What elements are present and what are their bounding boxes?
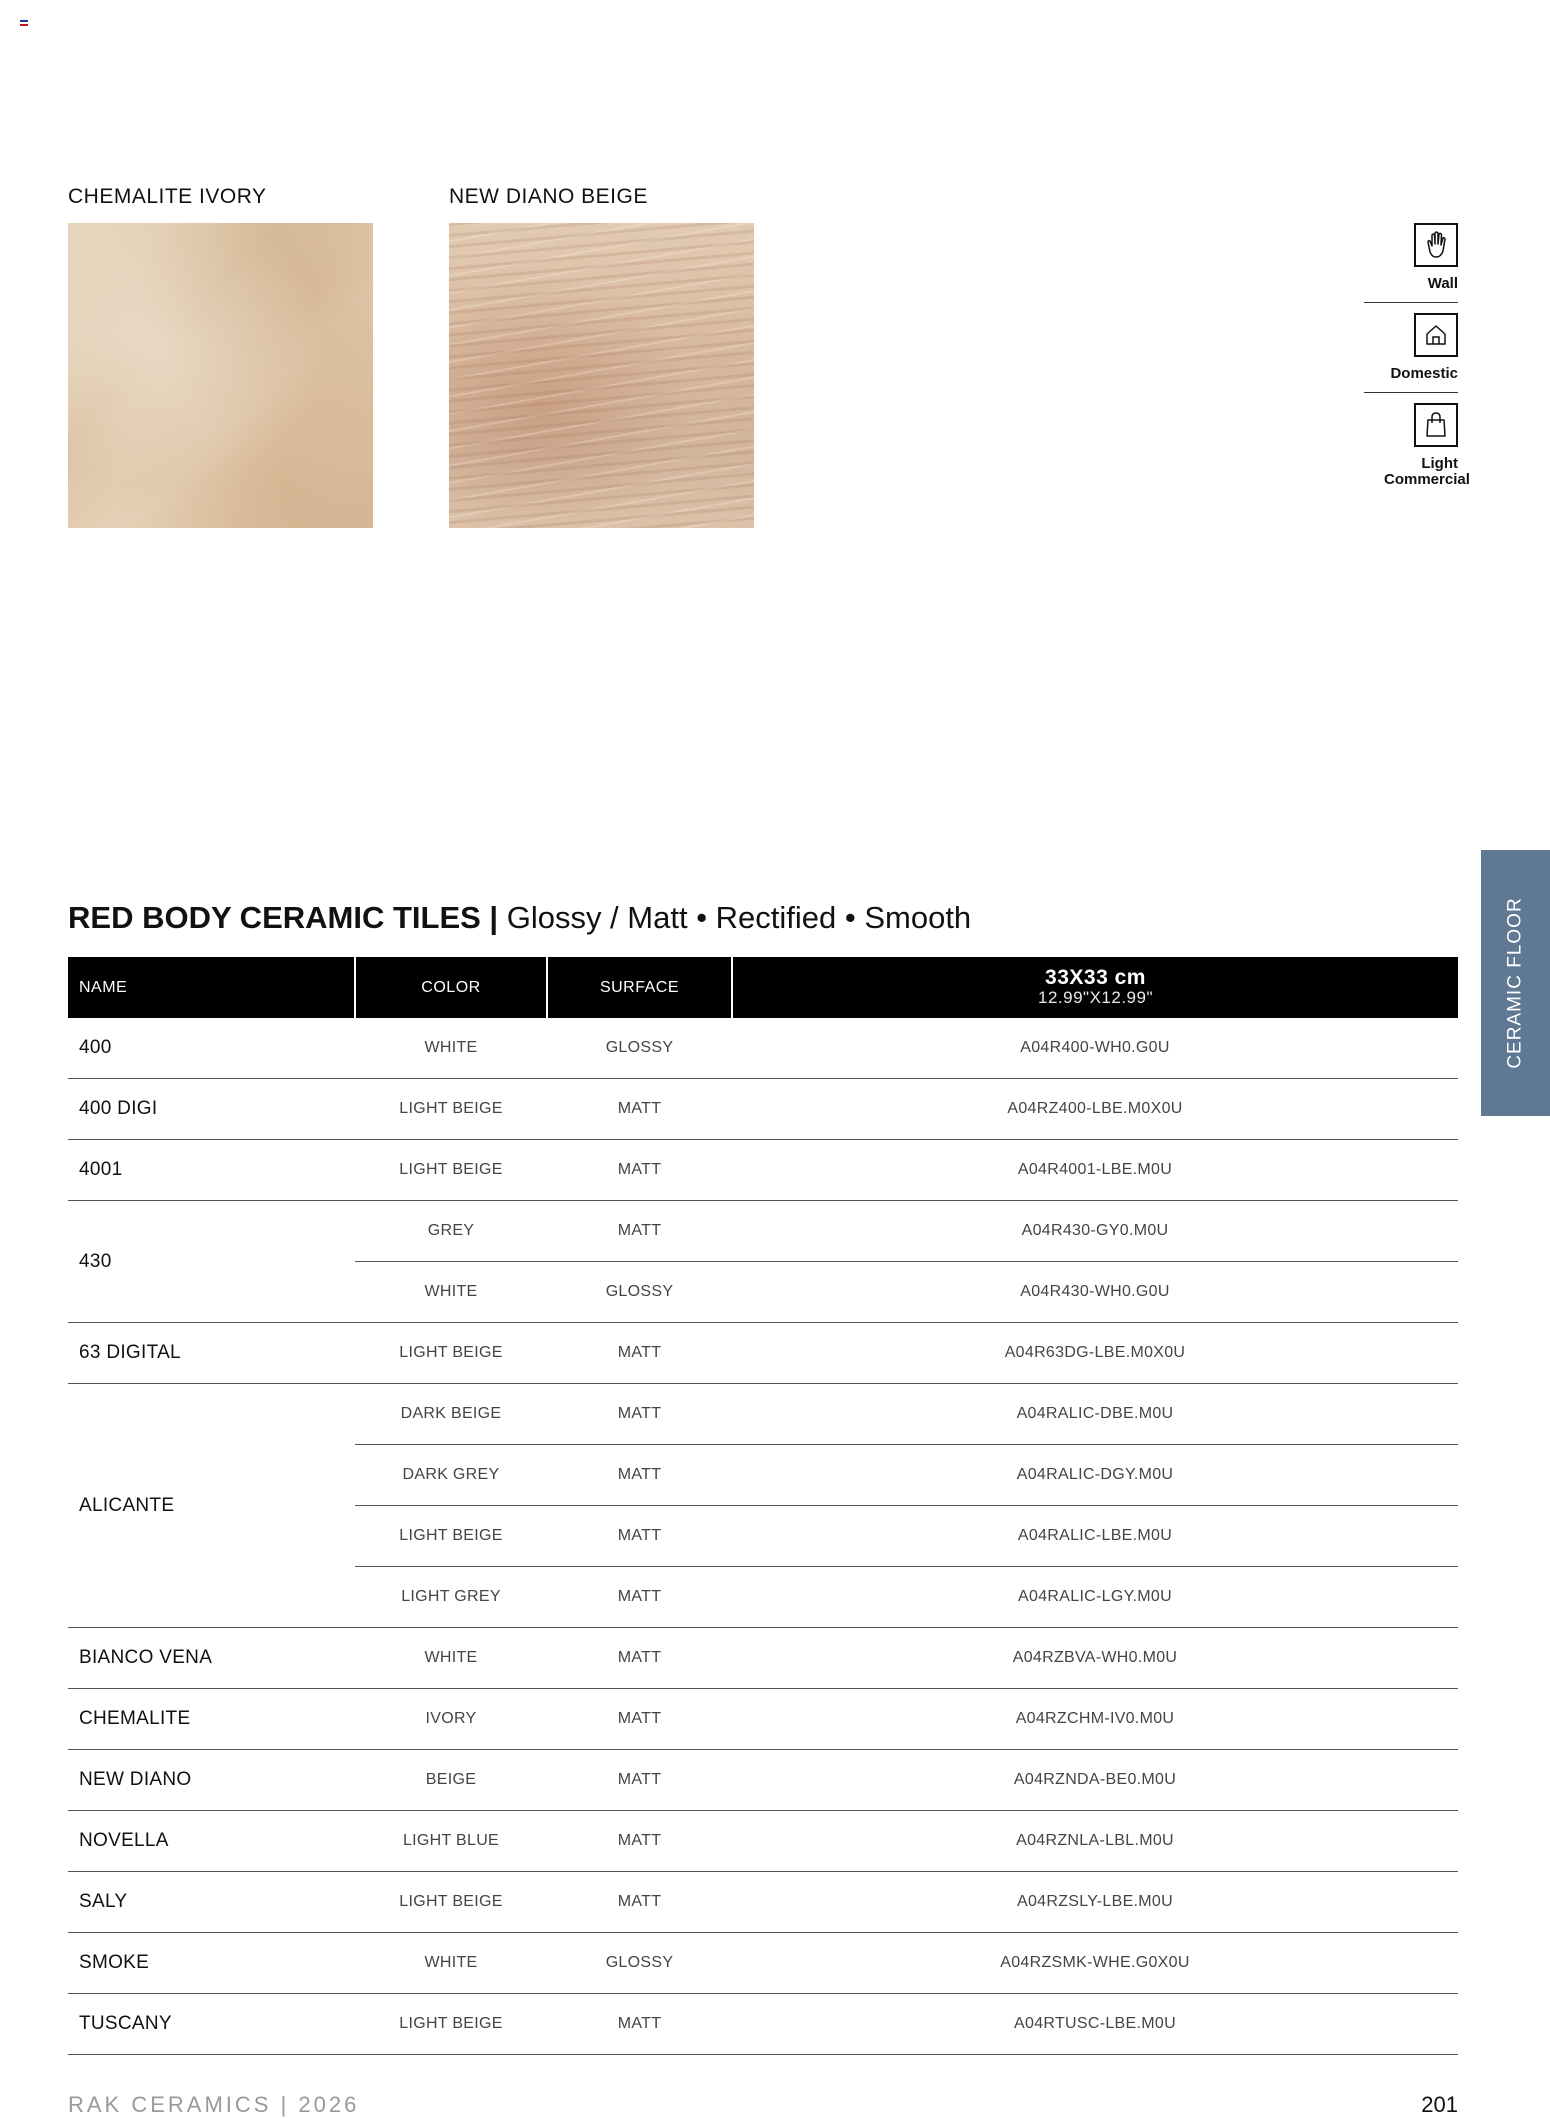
tile-label-chemalite-ivory: CHEMALITE IVORY: [68, 185, 267, 208]
cell-surface: MATT: [547, 1079, 732, 1140]
shopping-bag-icon: [1414, 403, 1458, 447]
section-title-rest: Glossy / Matt • Rectified • Smooth: [498, 900, 972, 935]
header-surface: SURFACE: [547, 957, 732, 1018]
header-size-metric: 33X33 cm: [1045, 965, 1146, 989]
cell-color: LIGHT BLUE: [355, 1811, 547, 1872]
usage-label-wall: Wall: [1427, 275, 1458, 292]
cell-color: WHITE: [355, 1262, 547, 1323]
table-row: [68, 1994, 1458, 2055]
cell-surface: MATT: [547, 1567, 732, 1628]
section-title: [68, 900, 971, 936]
cell-color: LIGHT BEIGE: [355, 1323, 547, 1384]
usage-label-light-commercial: Light Commercial: [1384, 455, 1470, 488]
cell-name: 400: [68, 1018, 355, 1079]
cell-surface: GLOSSY: [547, 1018, 732, 1079]
cell-code: A04RALIC-DGY.M0U: [732, 1445, 1458, 1506]
cell-color: LIGHT BEIGE: [355, 1994, 547, 2055]
cell-code: A04RTUSC-LBE.M0U: [732, 1994, 1458, 2055]
cell-code: A04RZSLY-LBE.M0U: [732, 1872, 1458, 1933]
cell-name: 400 DIGI: [68, 1079, 355, 1140]
cell-color: BEIGE: [355, 1750, 547, 1811]
cell-surface: MATT: [547, 1384, 732, 1445]
cell-color: LIGHT BEIGE: [355, 1140, 547, 1201]
usage-domestic: [1364, 313, 1458, 393]
table-row: [68, 1323, 1458, 1384]
cell-color: WHITE: [355, 1628, 547, 1689]
cell-name: 63 DIGITAL: [68, 1323, 355, 1384]
cell-code: A04RZCHM-IV0.M0U: [732, 1689, 1458, 1750]
usage-legend: [1364, 223, 1470, 508]
cell-color: WHITE: [355, 1933, 547, 1994]
table-row: [68, 1201, 1458, 1262]
cell-surface: MATT: [547, 1506, 732, 1567]
cell-code: A04R4001-LBE.M0U: [732, 1140, 1458, 1201]
usage-wall: [1364, 223, 1458, 303]
header-size: [732, 957, 1458, 1018]
cell-code: A04RALIC-LBE.M0U: [732, 1506, 1458, 1567]
table-row: [68, 1018, 1458, 1079]
cell-name: BIANCO VENA: [68, 1628, 355, 1689]
cell-name: TUSCANY: [68, 1994, 355, 2055]
table-row: [68, 1689, 1458, 1750]
cell-surface: MATT: [547, 1872, 732, 1933]
cell-surface: MATT: [547, 1628, 732, 1689]
cell-code: A04R430-GY0.M0U: [732, 1201, 1458, 1262]
cell-code: A04RZNLA-LBL.M0U: [732, 1811, 1458, 1872]
header-name: NAME: [68, 957, 355, 1018]
page-number: 201: [1421, 2092, 1458, 2117]
cell-code: A04RZSMK-WHE.G0X0U: [732, 1933, 1458, 1994]
cell-color: IVORY: [355, 1689, 547, 1750]
cell-code: A04R430-WH0.G0U: [732, 1262, 1458, 1323]
cell-name: SMOKE: [68, 1933, 355, 1994]
cell-name: NEW DIANO: [68, 1750, 355, 1811]
cell-color: DARK GREY: [355, 1445, 547, 1506]
cell-surface: MATT: [547, 1140, 732, 1201]
table-row: [68, 1750, 1458, 1811]
cell-color: LIGHT BEIGE: [355, 1872, 547, 1933]
hand-icon: [1414, 223, 1458, 267]
cell-name: NOVELLA: [68, 1811, 355, 1872]
flag-stripe: [20, 24, 28, 26]
product-table: [68, 957, 1458, 2055]
header-size-imperial: 12.99"X12.99": [1038, 987, 1153, 1007]
cell-surface: MATT: [547, 1750, 732, 1811]
table-row: [68, 1384, 1458, 1445]
cell-color: GREY: [355, 1201, 547, 1262]
table-body: [68, 1018, 1458, 2055]
usage-light-commercial: [1364, 403, 1470, 498]
tile-label-new-diano-beige: NEW DIANO BEIGE: [449, 185, 648, 208]
cell-code: A04R63DG-LBE.M0X0U: [732, 1323, 1458, 1384]
tile-swatch-new-diano-beige: [449, 223, 754, 528]
house-icon: [1414, 313, 1458, 357]
section-title-bold: RED BODY CERAMIC TILES |: [68, 900, 499, 935]
cell-code: A04RZNDA-BE0.M0U: [732, 1750, 1458, 1811]
table-row: [68, 1140, 1458, 1201]
cell-color: DARK BEIGE: [355, 1384, 547, 1445]
cell-code: A04R400-WH0.G0U: [732, 1018, 1458, 1079]
cell-surface: MATT: [547, 1994, 732, 2055]
side-tab-label: CERAMIC FLOOR: [1504, 897, 1526, 1069]
cell-surface: MATT: [547, 1445, 732, 1506]
cell-name: SALY: [68, 1872, 355, 1933]
table-row: [68, 1811, 1458, 1872]
cell-code: A04RZBVA-WH0.M0U: [732, 1628, 1458, 1689]
cell-surface: MATT: [547, 1689, 732, 1750]
tile-swatch-chemalite-ivory: [68, 223, 373, 528]
header-color: COLOR: [355, 957, 547, 1018]
cell-name: ALICANTE: [68, 1384, 355, 1628]
cell-color: WHITE: [355, 1018, 547, 1079]
cell-color: LIGHT GREY: [355, 1567, 547, 1628]
cell-surface: GLOSSY: [547, 1262, 732, 1323]
table-row: [68, 1933, 1458, 1994]
cell-surface: GLOSSY: [547, 1933, 732, 1994]
cell-name: 430: [68, 1201, 355, 1323]
table-row: [68, 1872, 1458, 1933]
cell-name: 4001: [68, 1140, 355, 1201]
table-row: [68, 1628, 1458, 1689]
cell-surface: MATT: [547, 1323, 732, 1384]
section-side-tab: [1481, 850, 1550, 1116]
cell-name: CHEMALITE: [68, 1689, 355, 1750]
flag-icon: [20, 20, 28, 26]
footer-brand: RAK CERAMICS | 2026: [68, 2092, 360, 2117]
cell-code: A04RZ400-LBE.M0X0U: [732, 1079, 1458, 1140]
cell-code: A04RALIC-DBE.M0U: [732, 1384, 1458, 1445]
cell-surface: MATT: [547, 1811, 732, 1872]
usage-label-domestic: Domestic: [1390, 365, 1458, 382]
table-row: [68, 1079, 1458, 1140]
cell-surface: MATT: [547, 1201, 732, 1262]
cell-code: A04RALIC-LGY.M0U: [732, 1567, 1458, 1628]
cell-color: LIGHT BEIGE: [355, 1506, 547, 1567]
cell-color: LIGHT BEIGE: [355, 1079, 547, 1140]
table-header-row: [68, 957, 1458, 1018]
